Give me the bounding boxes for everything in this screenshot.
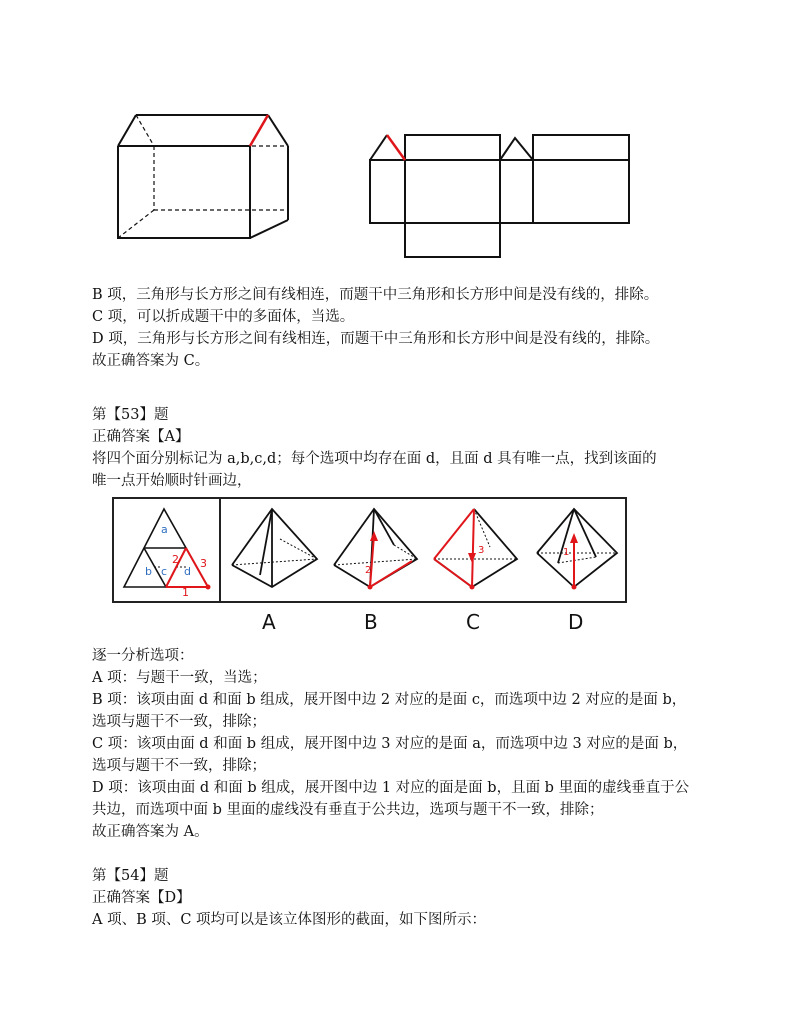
- answer-line: 正确答案【A】: [92, 429, 190, 445]
- text-line: 共边，而选项中面 b 里面的虚线没有垂直于公共边，选项与题干不一致，排除；: [92, 802, 604, 818]
- text-line: 选项与题干不一致，排除；: [92, 758, 266, 774]
- text-line: 将四个面分别标记为 a,b,c,d；每个选项中均存在面 d，且面 d 具有唯一点，找到该面的: [92, 451, 657, 467]
- house-net-figure: [365, 130, 635, 260]
- edge-number: 3: [200, 557, 207, 570]
- face-label: b: [145, 565, 152, 578]
- edge-number: 1: [182, 586, 189, 599]
- question-title: 第【53】题: [92, 407, 169, 423]
- option-a-figure: [232, 509, 317, 587]
- text-line: B 项：该项由面 d 和面 b 组成，展开图中边 2 对应的是面 c，而选项中边 2 对应的是面 b，: [92, 692, 687, 708]
- text-line: 故正确答案为 A。: [92, 824, 209, 840]
- text-line: C 项，可以折成题干中的多面体，当选。: [92, 309, 355, 325]
- face-label: a: [161, 523, 168, 536]
- edge-number: 2: [365, 565, 372, 576]
- text-line: 故正确答案为 C。: [92, 353, 210, 369]
- text-line: B 项，三角形与长方形之间有线相连，而题干中三角形和长方形中间是没有线的，排除。: [92, 287, 659, 303]
- edge-number: 3: [478, 545, 485, 556]
- answer-line: 正确答案【D】: [92, 890, 191, 906]
- edge-number: 2: [172, 553, 179, 566]
- option-c-figure: [434, 509, 517, 587]
- tetrahedron-figure: [112, 497, 628, 637]
- text-line: C 项：该项由面 d 和面 b 组成，展开图中边 3 对应的是面 a，而选项中边 3 对应的是面 b，: [92, 736, 688, 752]
- option-d-figure: [537, 509, 617, 587]
- text-line: D 项，三角形与长方形之间有线相连，而题干中三角形和长方形中间是没有线的，排除。: [92, 331, 660, 347]
- edge-number: 1: [563, 547, 570, 558]
- text-line: A 项：与题干一致，当选；: [92, 670, 267, 686]
- face-label: d: [184, 565, 191, 578]
- option-label: B: [364, 610, 378, 634]
- house-solid-figure: [110, 110, 300, 250]
- text-line: 唯一点开始顺时针画边，: [92, 473, 252, 489]
- question-title: 第【54】题: [92, 868, 169, 884]
- option-label: C: [466, 610, 480, 634]
- text-line: A 项、B 项、C 项均可以是该立体图形的截面，如下图所示：: [92, 912, 487, 928]
- text-line: 逐一分析选项：: [92, 648, 194, 664]
- option-label: D: [568, 610, 584, 634]
- text-line: D 项：该项由面 d 和面 b 组成，展开图中边 1 对应的面是面 b，且面 b 里面的虚线垂直于公: [92, 780, 690, 796]
- option-label: A: [262, 610, 276, 634]
- text-line: 选项与题干不一致，排除；: [92, 714, 266, 730]
- option-b-figure: [334, 509, 417, 587]
- face-label: c: [161, 565, 168, 578]
